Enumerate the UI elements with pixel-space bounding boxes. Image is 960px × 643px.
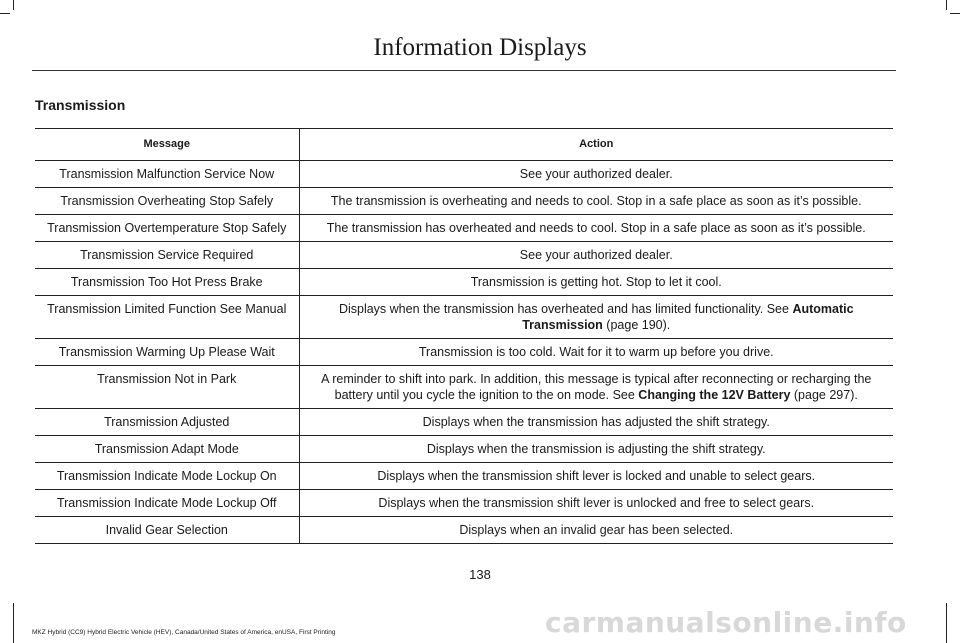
crop-mark-bottom-left-v: [13, 603, 14, 643]
page-reference: (page 297).: [790, 388, 858, 402]
action-text: The transmission is overheating and needs to cool. Stop in a safe place as soon as it’s possible.: [330, 194, 862, 208]
page-reference: (page 190).: [602, 318, 671, 332]
table-header-row: [35, 129, 893, 161]
table-row: [35, 296, 893, 339]
section-heading: Transmission: [35, 97, 126, 113]
header-message: Message: [143, 138, 190, 150]
watermark: carmanualsonline.info: [545, 606, 907, 639]
table-row: [35, 269, 893, 296]
crop-mark-top-right-h: [950, 13, 960, 14]
action-text: Displays when the transmission has overheated and has limited functionality. See: [338, 302, 793, 316]
action-cell: [299, 188, 893, 215]
action-cell: [299, 409, 893, 436]
table-row: [35, 339, 893, 366]
action-cell: [299, 436, 893, 463]
message-cell: Transmission Not in Park: [97, 372, 237, 386]
header-action: Action: [299, 129, 893, 161]
action-cell: [299, 463, 893, 490]
message-cell: Transmission Too Hot Press Brake: [70, 275, 263, 289]
action-cell: [299, 339, 893, 366]
action-cell: [299, 215, 893, 242]
action-cell: [299, 517, 893, 544]
crop-mark-bottom-right-v: [946, 603, 947, 643]
message-cell: Transmission Adjusted: [104, 415, 230, 429]
action-text: Displays when the transmission shift lever is locked and unable to select gears.: [377, 469, 816, 483]
table-row: [35, 436, 893, 463]
message-cell: Transmission Indicate Mode Lockup Off: [56, 496, 277, 510]
message-cell: Transmission Adapt Mode: [94, 442, 239, 456]
action-cell: [299, 490, 893, 517]
action-text: See your authorized dealer.: [519, 167, 673, 181]
cross-reference-link[interactable]: Automatic Transmission: [522, 302, 854, 332]
message-cell: Transmission Overheating Stop Safely: [60, 194, 274, 208]
title-divider: [32, 70, 896, 71]
action-cell: [299, 161, 893, 188]
message-cell: Transmission Service Required: [80, 248, 254, 262]
page-number: 138: [469, 567, 491, 582]
action-text: Transmission is too cold. Wait for it to warm up before you drive.: [418, 345, 774, 359]
action-text: Transmission is getting hot. Stop to let it cool.: [470, 275, 722, 289]
action-cell: [299, 366, 893, 409]
action-text: Displays when the transmission is adjusting the shift strategy.: [426, 442, 766, 456]
action-text: Displays when the transmission has adjusted the shift strategy.: [422, 415, 770, 429]
crop-mark-top-left-v: [13, 0, 14, 10]
table-row: [35, 215, 893, 242]
table-row: [35, 409, 893, 436]
table-row: [35, 517, 893, 544]
page-title: Information Displays: [373, 34, 587, 61]
crop-mark-top-right-v: [946, 0, 947, 10]
action-cell: [299, 242, 893, 269]
message-cell: Transmission Overtemperature Stop Safely: [47, 221, 287, 235]
table-body: [35, 161, 893, 544]
message-cell: Invalid Gear Selection: [105, 523, 228, 537]
message-cell: Transmission Indicate Mode Lockup On: [56, 469, 277, 483]
table-row: [35, 463, 893, 490]
table-row: [35, 490, 893, 517]
action-text: Displays when the transmission shift lever is unlocked and free to select gears.: [378, 496, 815, 510]
action-text: Displays when an invalid gear has been selected.: [459, 523, 734, 537]
table-row: [35, 161, 893, 188]
table-row: [35, 188, 893, 215]
cross-reference-link[interactable]: Changing the 12V Battery: [638, 388, 791, 402]
footer-text: MKZ Hybrid (CC9) Hybrid Electric Vehicle (HEV), Canada/United States of America, enUSA, First Printing: [32, 629, 336, 636]
action-text: See your authorized dealer.: [519, 248, 673, 262]
message-cell: Transmission Warming Up Please Wait: [58, 345, 275, 359]
action-text: The transmission has overheated and needs to cool. Stop in a safe place as soon as it’s possible.: [326, 221, 866, 235]
crop-mark-top-left-h: [0, 13, 10, 14]
table-row: [35, 366, 893, 409]
transmission-messages-table: [35, 128, 893, 544]
action-cell: [299, 296, 893, 339]
message-cell: Transmission Limited Function See Manual: [47, 302, 287, 316]
message-cell: Transmission Malfunction Service Now: [59, 167, 275, 181]
table-row: [35, 242, 893, 269]
action-cell: [299, 269, 893, 296]
action-text: A reminder to shift into park. In addition, this message is typical after reconnecting or recharging the battery until you cycle the ignition to the on mode. See: [321, 372, 872, 402]
